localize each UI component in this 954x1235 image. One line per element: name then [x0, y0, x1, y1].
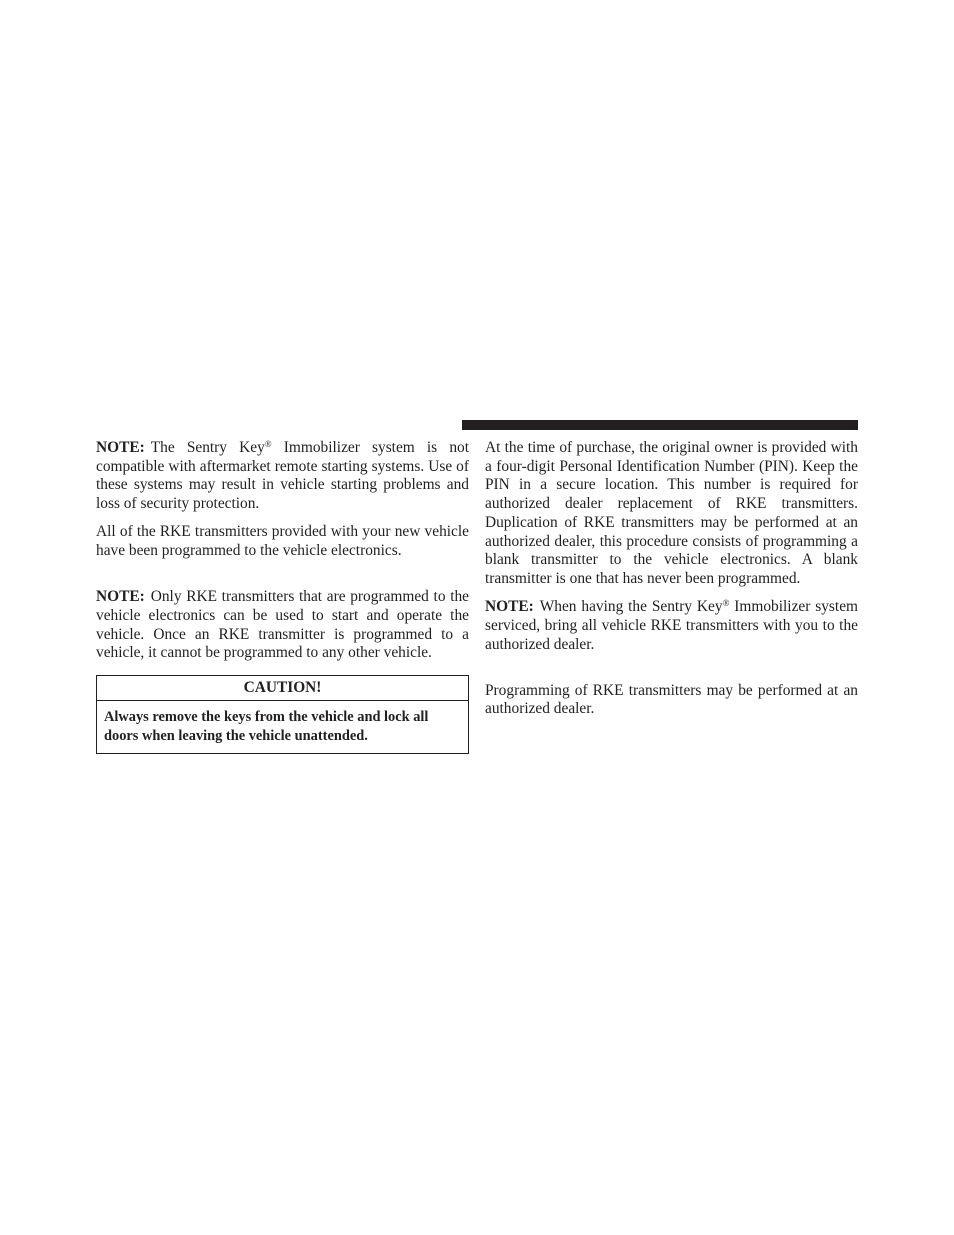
- caution-body: Always remove the keys from the vehicle and lock all doors when leaving the vehicle unattended.: [104, 709, 429, 744]
- paragraph-pin-info: At the time of purchase, the original owner is provided with a four-digit Personal Identification Number (PIN). Keep the PIN in a secure location. This number is required for authorized dealer replacement of RKE transmitters. Duplication of RKE transmitters may be performed at an authorized dealer, this procedure consists of programming a blank transmitter to the vehicle electronics. A blank transmitter is one that has never been programmed.: [485, 439, 858, 587]
- caution-title: CAUTION!: [97, 676, 468, 701]
- note-sentry-key-service: [485, 598, 858, 654]
- note-text-continued: Immobilizer system is not compatible with aftermarket remote starting systems. Use of these systems may result in vehicle starting problems and loss of security protection.: [96, 439, 469, 513]
- note-text: Only RKE transmitters that are programmed to the vehicle electronics can be used to start and operate the vehicle. Once an RKE transmitter is programmed to a vehicle, it cannot be programmed to any other vehicle.: [96, 588, 469, 662]
- registered-mark: ®: [264, 439, 272, 449]
- note-sentry-key-compatibility: [96, 439, 469, 514]
- note-text: The Sentry Key: [150, 439, 265, 456]
- note-programmed-transmitters: [96, 588, 469, 663]
- left-column: [96, 439, 469, 754]
- section-header-bar: [462, 420, 858, 430]
- paragraph-transmitters-programmed: All of the RKE transmitters provided with your new vehicle have been programmed to the vehicle electronics.: [96, 523, 469, 560]
- note-text: When having the Sentry Key: [539, 598, 723, 616]
- section-gap: [96, 570, 469, 588]
- note-label: NOTE:: [96, 439, 145, 456]
- section-gap: [485, 664, 858, 682]
- note-text-continued: Immobilizer system serviced, bring all vehicle RKE transmitters with you to the authorized dealer.: [485, 598, 859, 653]
- right-column: [485, 439, 858, 729]
- registered-mark: ®: [722, 598, 730, 609]
- note-label: NOTE:: [485, 598, 534, 616]
- paragraph-programming-dealer: Programming of RKE transmitters may be performed at an authorized dealer.: [485, 681, 858, 718]
- note-label: NOTE:: [96, 588, 145, 606]
- caution-box: [96, 675, 469, 754]
